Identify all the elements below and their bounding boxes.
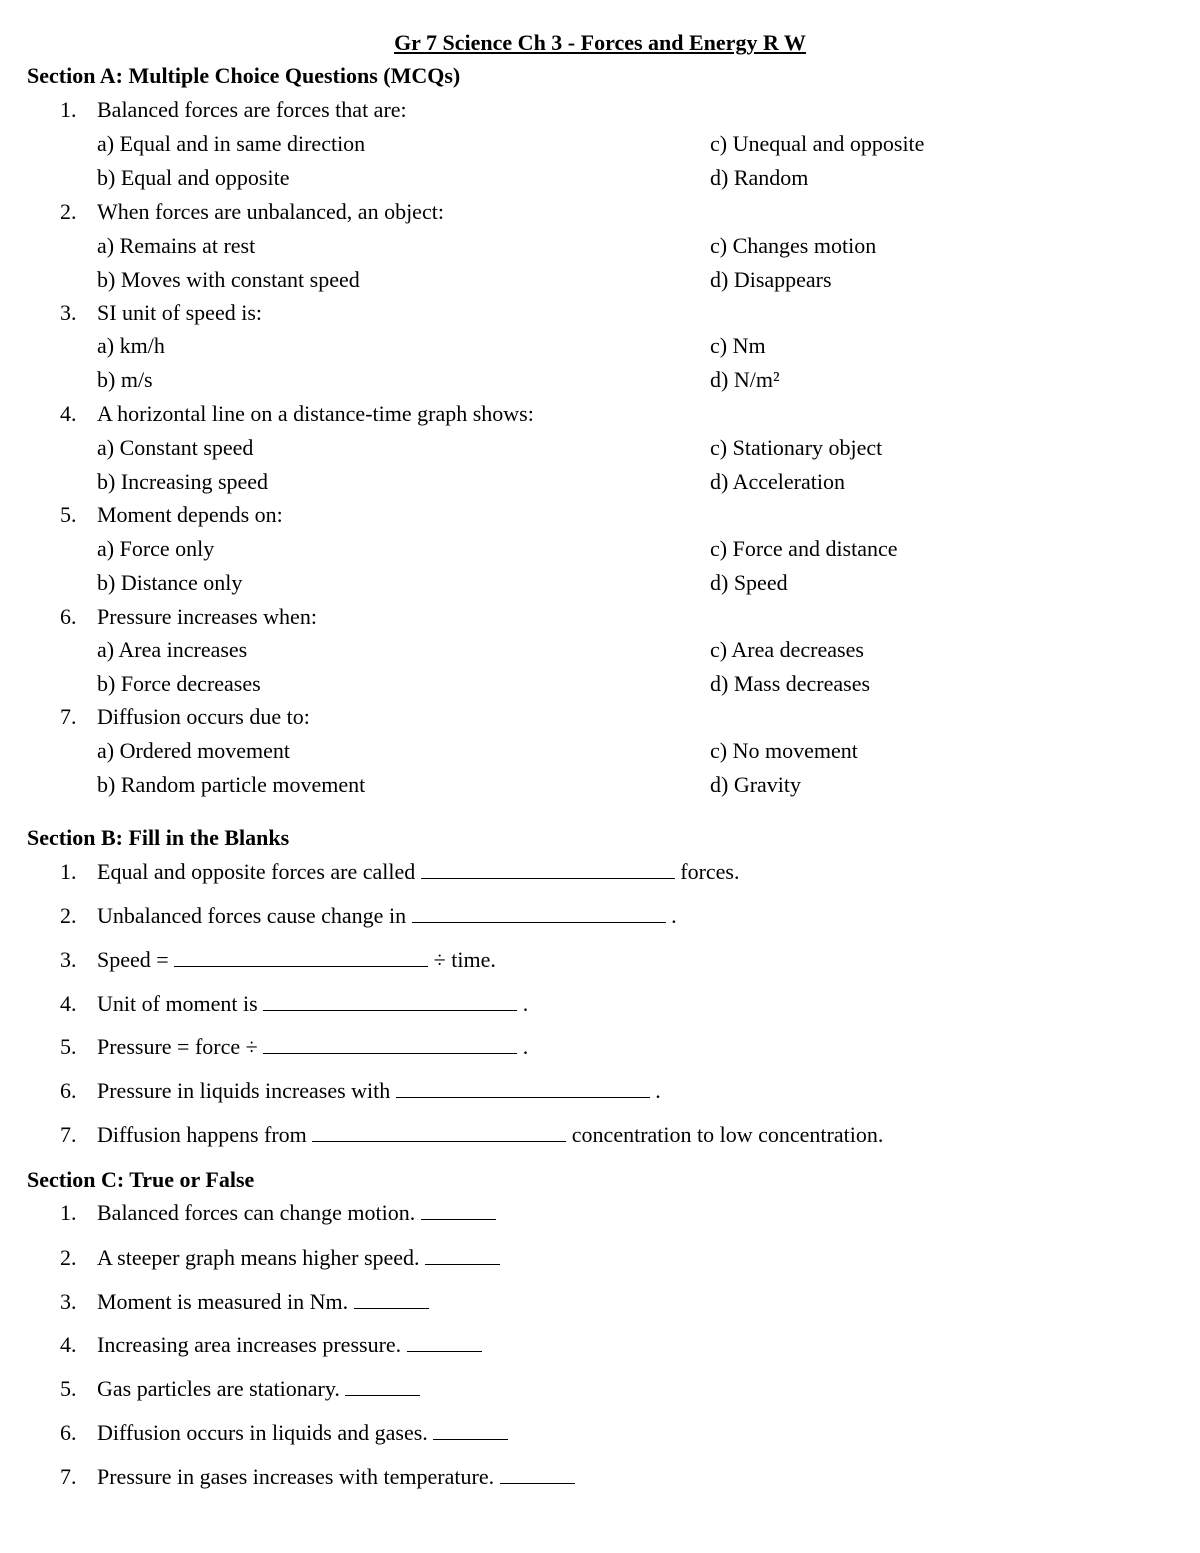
answer-blank[interactable] (263, 1035, 517, 1054)
fill-number: 4. (60, 991, 77, 1016)
option-c: c) Area decreases (710, 637, 864, 662)
fill-in-item-1 (97, 858, 740, 886)
tf-statement: Gas particles are stationary. (97, 1376, 340, 1401)
option-c: c) Force and distance (710, 536, 898, 561)
answer-blank[interactable] (174, 948, 428, 967)
answer-blank[interactable] (396, 1079, 650, 1098)
answer-blank[interactable] (345, 1377, 420, 1396)
fill-text-after: . (655, 1078, 661, 1103)
option-b: b) Random particle movement (97, 772, 366, 797)
tf-statement: A steeper graph means higher speed. (97, 1245, 420, 1270)
fill-number: 5. (60, 1034, 77, 1059)
option-a: a) Area increases (97, 637, 248, 662)
question-text: A horizontal line on a distance-time graph shows: (97, 401, 534, 426)
fill-text-before: Pressure in liquids increases with (97, 1078, 391, 1103)
option-a: a) Force only (97, 536, 215, 561)
option-d: d) Gravity (710, 772, 802, 797)
option-b: b) Distance only (97, 570, 243, 595)
tf-number: 7. (60, 1464, 77, 1489)
option-a: a) Equal and in same direction (97, 131, 366, 156)
tf-statement: Increasing area increases pressure. (97, 1332, 402, 1357)
true-false-item-4 (97, 1331, 482, 1359)
true-false-item-6 (97, 1419, 508, 1447)
question-number: 4. (60, 401, 77, 426)
question-text: Diffusion occurs due to: (97, 704, 310, 729)
tf-number: 2. (60, 1245, 77, 1270)
fill-in-item-4 (97, 990, 528, 1018)
tf-number: 3. (60, 1289, 77, 1314)
question-number: 7. (60, 704, 77, 729)
section-b-heading: Section B: Fill in the Blanks (27, 825, 290, 850)
answer-blank[interactable] (312, 1123, 566, 1142)
question-number: 5. (60, 502, 77, 527)
fill-text-after: forces. (680, 859, 740, 884)
tf-number: 1. (60, 1200, 77, 1225)
option-b: b) Equal and opposite (97, 165, 290, 190)
fill-number: 2. (60, 903, 77, 928)
option-c: c) Stationary object (710, 435, 883, 460)
option-b: b) Moves with constant speed (97, 267, 360, 292)
fill-number: 1. (60, 859, 77, 884)
fill-text-after: . (522, 1034, 529, 1059)
fill-text-after: . (522, 991, 529, 1016)
option-b: b) Increasing speed (97, 469, 269, 494)
option-d: d) Disappears (710, 267, 832, 292)
question-text: When forces are unbalanced, an object: (97, 199, 444, 224)
question-text: Moment depends on: (97, 502, 283, 527)
fill-in-item-2 (97, 902, 677, 930)
option-c: c) Unequal and opposite (710, 131, 925, 156)
true-false-item-5 (97, 1375, 420, 1403)
question-text: SI unit of speed is: (97, 300, 262, 325)
fill-text-before: Unbalanced forces cause change in (97, 903, 407, 928)
fill-text-before: Diffusion happens from (97, 1122, 307, 1147)
option-a: a) Constant speed (97, 435, 254, 460)
fill-text-before: Pressure = force ÷ (97, 1034, 258, 1059)
option-c: c) Nm (710, 333, 766, 358)
answer-blank[interactable] (407, 1333, 482, 1352)
option-c: c) Changes motion (710, 233, 877, 258)
question-number: 6. (60, 604, 77, 629)
fill-text-after: ÷ time. (433, 947, 496, 972)
option-a: a) km/h (97, 333, 165, 358)
option-d: d) Acceleration (710, 469, 845, 494)
tf-number: 5. (60, 1376, 77, 1401)
tf-statement: Diffusion occurs in liquids and gases. (97, 1420, 428, 1445)
option-a: a) Remains at rest (97, 233, 256, 258)
answer-blank[interactable] (421, 860, 675, 879)
true-false-item-7 (97, 1463, 575, 1491)
option-d: d) Random (710, 165, 809, 190)
tf-number: 4. (60, 1332, 77, 1357)
fill-text-after: . (671, 903, 677, 928)
answer-blank[interactable] (425, 1246, 500, 1265)
fill-number: 3. (60, 947, 77, 972)
answer-blank[interactable] (500, 1465, 575, 1484)
answer-blank[interactable] (421, 1201, 496, 1220)
fill-text-before: Unit of moment is (97, 991, 258, 1016)
fill-in-item-7 (97, 1121, 883, 1149)
fill-text-before: Speed = (97, 947, 169, 972)
fill-text-after: concentration to low concentration. (571, 1122, 884, 1147)
option-d: d) Speed (710, 570, 788, 595)
answer-blank[interactable] (433, 1421, 508, 1440)
question-number: 3. (60, 300, 77, 325)
section-a-heading: Section A: Multiple Choice Questions (MCQs) (27, 63, 461, 88)
fill-in-item-6 (97, 1077, 661, 1105)
option-c: c) No movement (710, 738, 858, 763)
page-title: Gr 7 Science Ch 3 - Forces and Energy R W (394, 30, 806, 55)
true-false-item-1 (97, 1199, 496, 1227)
option-d: d) Mass decreases (710, 671, 871, 696)
section-c-heading: Section C: True or False (27, 1167, 255, 1192)
question-number: 2. (60, 199, 77, 224)
true-false-item-2 (97, 1244, 500, 1272)
tf-statement: Pressure in gases increases with temperature. (97, 1464, 495, 1489)
question-number: 1. (60, 97, 77, 122)
answer-blank[interactable] (412, 904, 666, 923)
option-d: d) N/m² (710, 367, 780, 392)
true-false-item-3 (97, 1288, 429, 1316)
option-b: b) m/s (97, 367, 153, 392)
tf-statement: Balanced forces can change motion. (97, 1200, 416, 1225)
fill-in-item-3 (97, 946, 496, 974)
tf-number: 6. (60, 1420, 77, 1445)
option-a: a) Ordered movement (97, 738, 291, 763)
option-b: b) Force decreases (97, 671, 261, 696)
question-text: Pressure increases when: (97, 604, 317, 629)
fill-number: 6. (60, 1078, 77, 1103)
tf-statement: Moment is measured in Nm. (97, 1289, 349, 1314)
fill-number: 7. (60, 1122, 77, 1147)
answer-blank[interactable] (354, 1290, 429, 1309)
fill-text-before: Equal and opposite forces are called (97, 859, 416, 884)
answer-blank[interactable] (263, 992, 517, 1011)
fill-in-item-5 (97, 1033, 528, 1061)
question-text: Balanced forces are forces that are: (97, 97, 407, 122)
